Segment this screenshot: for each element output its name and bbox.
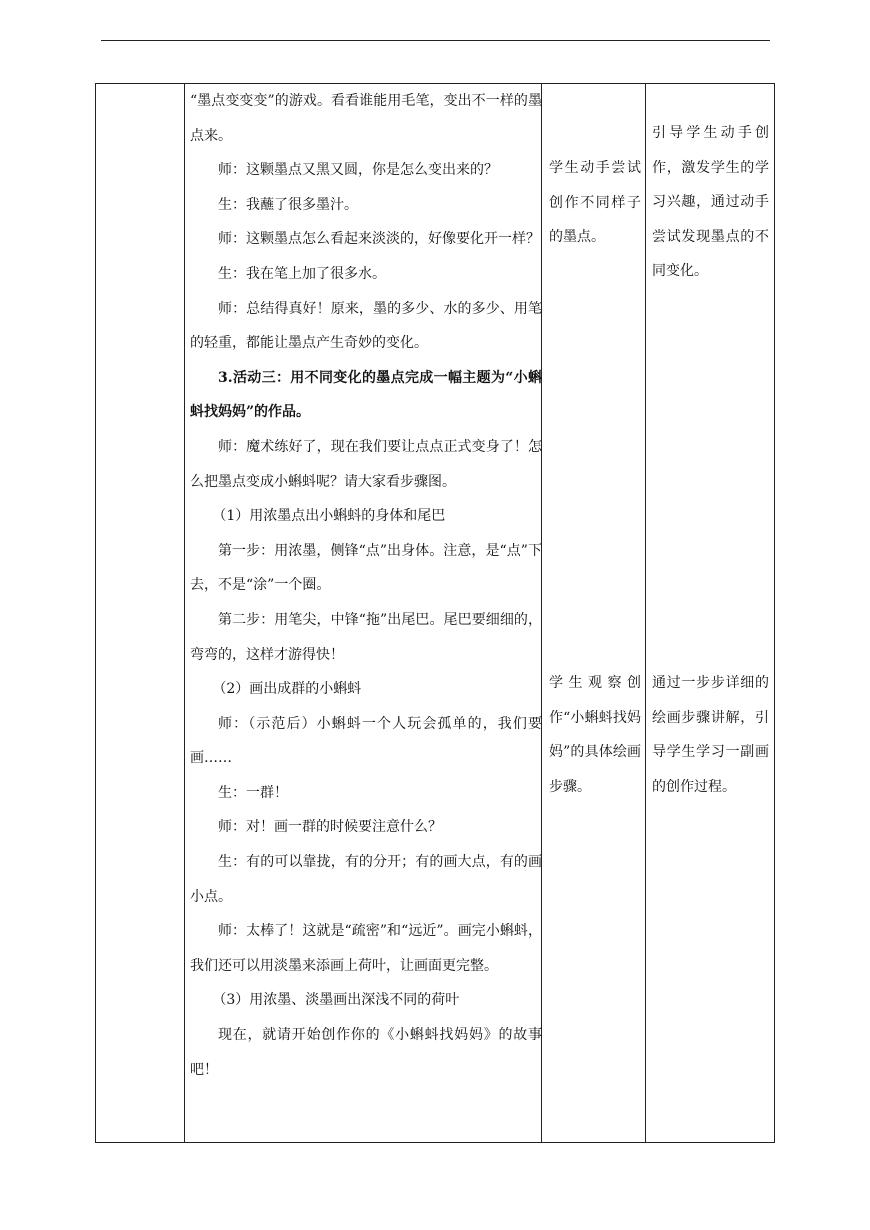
column-divider [645,84,646,1142]
teaching-process-cell [190,84,542,1087]
process-paragraph: （2）画出成群的小蝌蚪 [212,681,362,698]
process-paragraph: 现在，就请开始创作你的《小蝌蚪找妈妈》的故事吧！ [190,1027,542,1078]
process-paragraph: 3.活动三：用不同变化的墨点完成一幅主题为“小蝌蚪找妈妈”的作品。 [190,369,542,421]
process-paragraph: 师：这颗墨点怎么看起来淡淡的，好像要化开一样？ [218,231,540,248]
process-paragraph: 师：太棒了！这就是“疏密”和“远近”。画完小蝌蚪，我们还可以用淡墨来添画上荷叶，让画面更完整。 [190,923,542,974]
process-paragraph: 第二步：用笔尖，中锋“拖”出尾巴。尾巴要细细的，弯弯的，这样才游得快！ [190,611,542,663]
student-activity-2: 学生观察创作“小蝌蚪找妈妈”的具体绘画步骤。 [549,675,641,795]
process-paragraph: 生：一群！ [218,784,288,801]
process-paragraph: 生：我蘸了很多墨汁。 [218,196,358,213]
header-rule [101,40,770,41]
process-paragraph: 生：我在笔上加了很多水。 [218,265,386,282]
process-paragraph: 师：对！画一群的时候要注意什么？ [218,819,442,836]
process-paragraph: 师：（示范后）小蝌蚪一个人玩会孤单的，我们要画…… [190,715,542,767]
process-paragraph: （3）用浓墨、淡墨画出深浅不同的荷叶 [212,992,460,1009]
process-paragraph: 第一步：用浓墨，侧锋“点”出身体。注意，是“点”下去，不是“涂”一个圈。 [190,542,542,594]
process-paragraph: （1）用浓墨点出小蝌蚪的身体和尾巴 [212,508,446,525]
process-paragraph: 师：魔术练好了，现在我们要让点点正式变身了！怎么把墨点变成小蝌蚪呢？请大家看步骤图。 [190,438,542,490]
column-divider [184,84,185,1142]
process-paragraph: 生：有的可以靠拢，有的分开；有的画大点，有的画小点。 [190,854,542,905]
design-intent-2: 通过一步步详细的绘画步骤讲解，引导学生学习一副画的创作过程。 [652,675,769,795]
student-activity-1: 学生动手尝试创作不同样子的墨点。 [549,160,641,245]
design-intent-1: 引导学生动手创作，激发学生的学习兴趣，通过动手尝试发现墨点的不同变化。 [652,125,769,279]
process-paragraph: 师：这颗墨点又黑又圆，你是怎么变出来的？ [218,162,498,179]
lesson-table [95,83,775,1143]
process-paragraph: 师：总结得真好！原来，墨的多少、水的多少、用笔的轻重，都能让墨点产生奇妙的变化。 [190,300,542,352]
process-paragraph: “墨点变变变”的游戏。看看谁能用毛笔，变出不一样的墨点来。 [190,93,542,144]
